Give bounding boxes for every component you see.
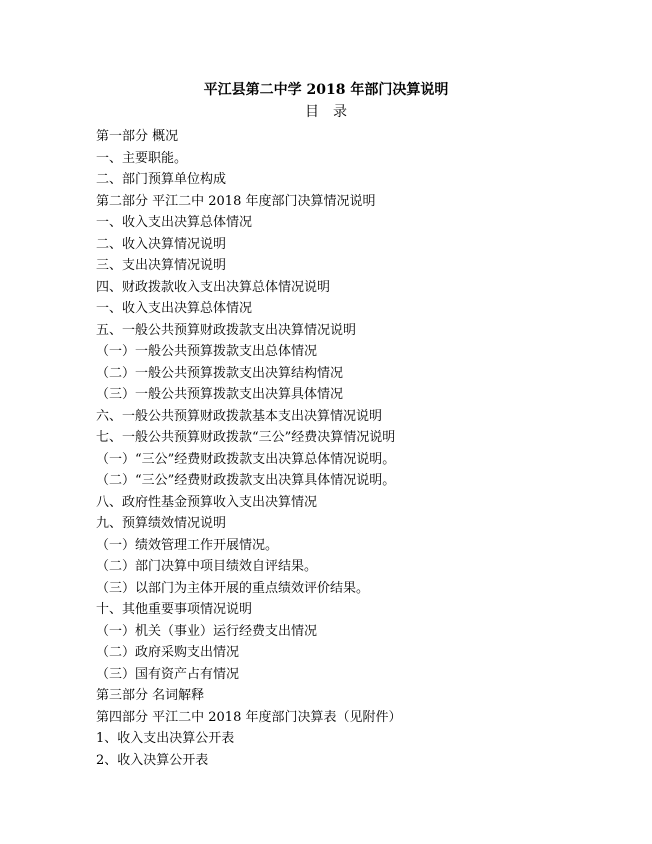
toc-item: 七、一般公共预算财政拨款“三公”经费决算情况说明 — [96, 430, 396, 445]
toc-item: 三、支出决算情况说明 — [96, 258, 227, 273]
document-title: 平江县第二中学 2018 年部门决算说明 — [203, 82, 449, 98]
toc-item: （二）“三公”经费财政拨款支出决算具体情况说明。 — [96, 473, 396, 488]
toc-item: 一、主要职能。 — [96, 150, 188, 166]
toc-item: 八、政府性基金预算收入支出决算情况 — [96, 494, 318, 510]
toc-item: 第四部分 平江二中 2018 年度部门决算表（见附件） — [96, 709, 402, 725]
toc-item: （二）部门决算中项目绩效自评结果。 — [96, 559, 318, 574]
toc-item: （一）“三公”经费财政拨款支出决算总体情况说明。 — [96, 451, 396, 467]
toc-item: 五、一般公共预算财政拨款支出决算情况说明 — [96, 322, 357, 338]
toc-item: （三）国有资产占有情况 — [96, 666, 240, 682]
toc-item: （一）一般公共预算拨款支出总体情况 — [96, 344, 318, 359]
toc-item: 四、财政拨款收入支出决算总体情况说明 — [96, 279, 331, 295]
toc-item: 二、收入决算情况说明 — [96, 236, 227, 252]
toc-item: 1、收入支出决算公开表 — [96, 731, 235, 746]
toc-item: 六、一般公共预算财政拨款基本支出决算情况说明 — [96, 408, 383, 424]
toc-item: 十、其他重要事项情况说明 — [96, 602, 253, 617]
toc-item: （一）机关（事业）运行经费支出情况 — [96, 623, 318, 639]
toc-item: （三）一般公共预算拨款支出决算具体情况 — [96, 387, 344, 402]
table-of-contents — [96, 126, 401, 771]
toc-item: 二、部门预算单位构成 — [96, 172, 227, 187]
toc-item: 九、预算绩效情况说明 — [96, 516, 227, 531]
toc-item: （三）以部门为主体开展的重点绩效评价结果。 — [96, 580, 370, 596]
toc-heading: 目录 — [305, 104, 361, 120]
toc-item: （二）政府采购支出情况 — [96, 645, 240, 660]
toc-item: 一、收入支出决算总体情况 — [96, 301, 253, 316]
toc-item: （一）绩效管理工作开展情况。 — [96, 537, 279, 553]
toc-item: 第二部分 平江二中 2018 年度部门决算情况说明 — [96, 193, 376, 209]
toc-item: 一、收入支出决算总体情况 — [96, 215, 253, 230]
toc-item: 第三部分 名词解释 — [96, 688, 205, 703]
toc-item: 第一部分 概况 — [96, 129, 179, 144]
toc-item: 2、收入决算公开表 — [96, 752, 209, 768]
toc-item: （二）一般公共预算拨款支出决算结构情况 — [96, 365, 344, 381]
